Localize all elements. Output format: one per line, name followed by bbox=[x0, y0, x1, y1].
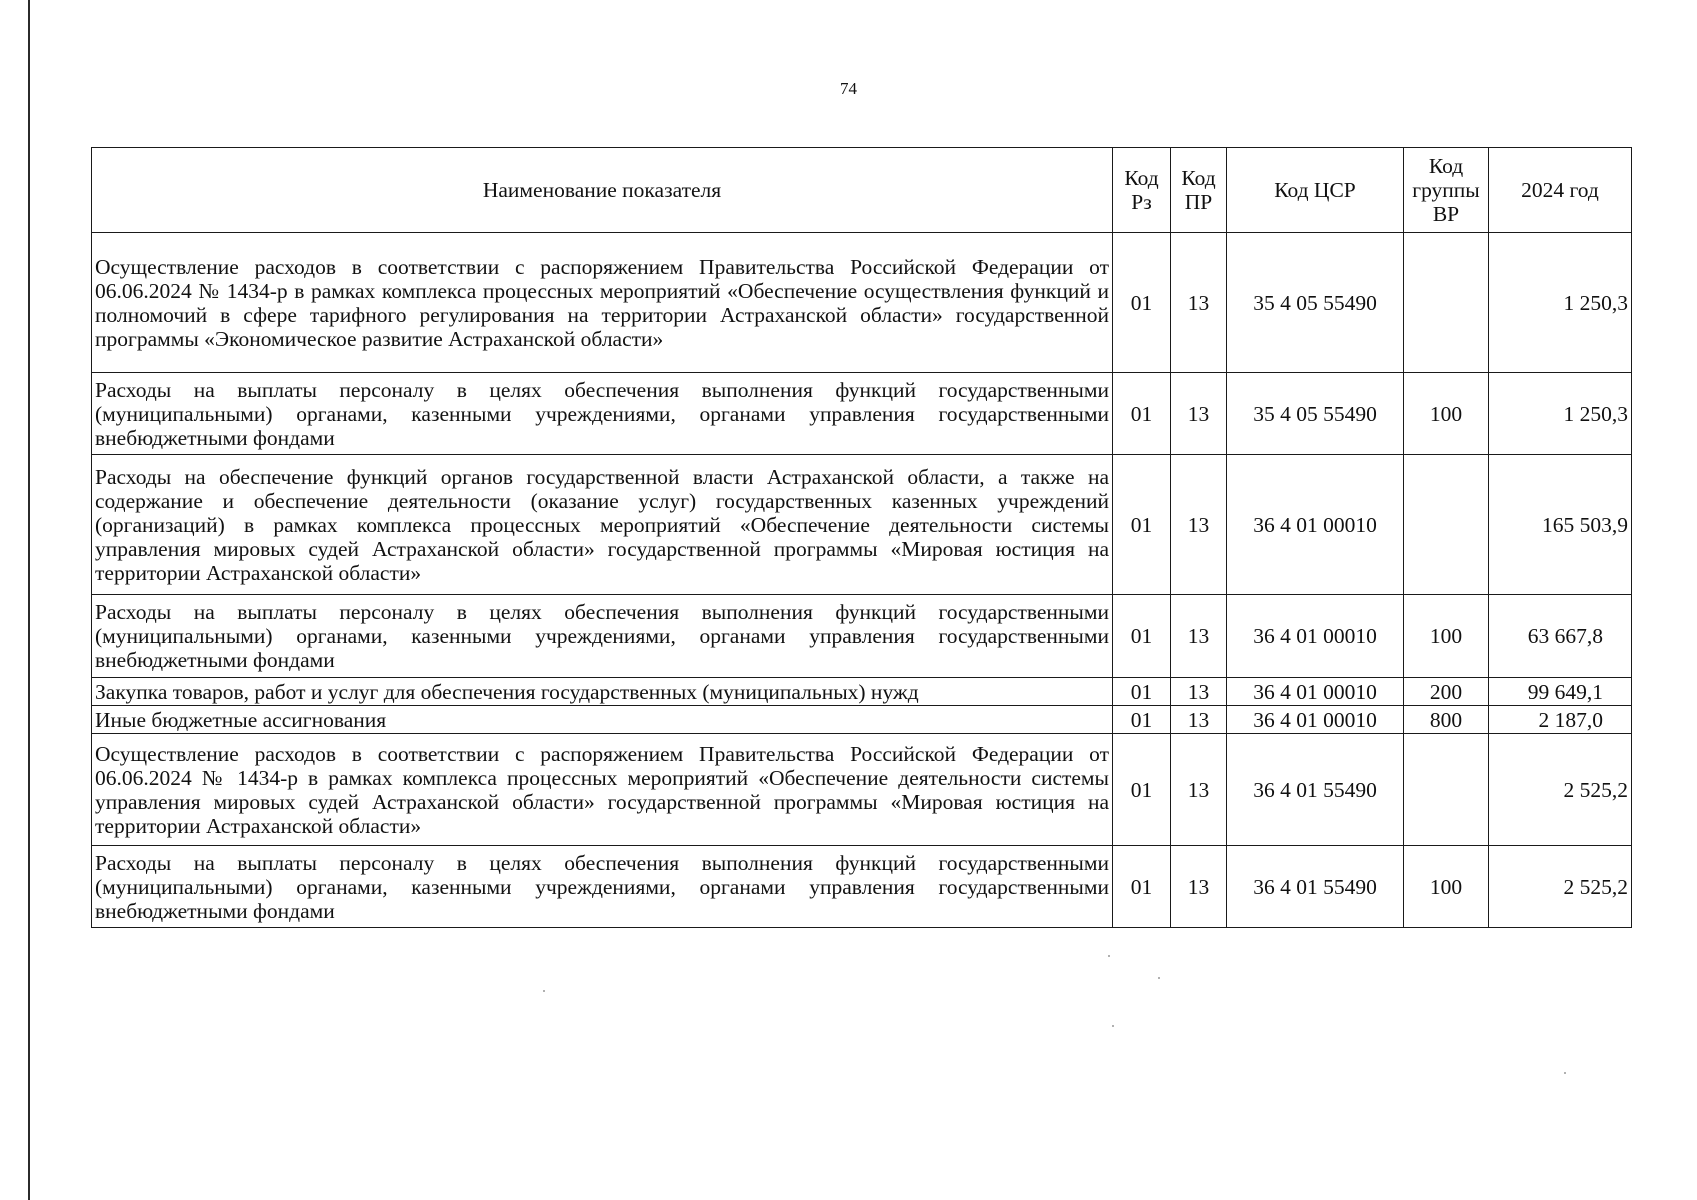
row-code-pr: 13 bbox=[1171, 373, 1227, 455]
row-code-rz: 01 bbox=[1113, 233, 1171, 373]
row-code-csr: 36 4 01 55490 bbox=[1227, 846, 1404, 928]
row-name: Осуществление расходов в соответствии с распоряжением Правительства Российской Федерации от 06.06.2024 № 1434-р в рамках комплекса процессных мероприятий «Обеспечение осуществления функций и полномочий в сфере тарифного регулирования на территории Астраханской области» государственной программы «Экономическое развитие Астраханской области» bbox=[92, 233, 1113, 373]
row-code-csr: 36 4 01 55490 bbox=[1227, 734, 1404, 846]
header-code-vr: Код группы ВР bbox=[1404, 148, 1489, 233]
table-row bbox=[92, 233, 1632, 373]
table-row bbox=[92, 706, 1632, 734]
row-amount: 63 667,8 bbox=[1489, 595, 1632, 678]
row-code-rz: 01 bbox=[1113, 595, 1171, 678]
row-code-vr: 800 bbox=[1404, 706, 1489, 734]
table-row bbox=[92, 846, 1632, 928]
row-code-pr: 13 bbox=[1171, 706, 1227, 734]
scan-speck bbox=[1108, 955, 1110, 957]
row-name: Иные бюджетные ассигнования bbox=[92, 706, 1113, 734]
table-header-row bbox=[92, 148, 1632, 233]
binding-edge-line bbox=[28, 0, 30, 1200]
row-name: Расходы на выплаты персоналу в целях обеспечения выполнения функций государственными (муниципальными) органами, казенными учреждениями, органами управления государственными внебюджетными фондами bbox=[92, 595, 1113, 678]
row-code-rz: 01 bbox=[1113, 846, 1171, 928]
header-name: Наименование показателя bbox=[92, 148, 1113, 233]
table-row bbox=[92, 455, 1632, 595]
row-code-csr: 36 4 01 00010 bbox=[1227, 678, 1404, 706]
row-code-csr: 36 4 01 00010 bbox=[1227, 706, 1404, 734]
row-code-csr: 35 4 05 55490 bbox=[1227, 233, 1404, 373]
header-year-2024: 2024 год bbox=[1489, 148, 1632, 233]
page-number: 74 bbox=[840, 79, 857, 98]
row-name: Закупка товаров, работ и услуг для обеспечения государственных (муниципальных) нужд bbox=[92, 678, 1113, 706]
row-code-rz: 01 bbox=[1113, 678, 1171, 706]
row-code-pr: 13 bbox=[1171, 734, 1227, 846]
row-amount: 99 649,1 bbox=[1489, 678, 1632, 706]
row-amount: 1 250,3 bbox=[1489, 233, 1632, 373]
table-row bbox=[92, 734, 1632, 846]
row-code-rz: 01 bbox=[1113, 734, 1171, 846]
scan-speck bbox=[543, 990, 545, 992]
row-code-csr: 36 4 01 00010 bbox=[1227, 455, 1404, 595]
header-code-rz: Код Рз bbox=[1113, 148, 1171, 233]
row-name: Расходы на обеспечение функций органов государственной власти Астраханской области, а также на содержание и обеспечение деятельности (оказание услуг) государственных казенных учреждений (организаций) в рамках комплекса процессных мероприятий «Обеспечение деятельности системы управления мировых судей Астраханской области» государственной программы «Мировая юстиция на территории Астраханской области» bbox=[92, 455, 1113, 595]
row-code-csr: 35 4 05 55490 bbox=[1227, 373, 1404, 455]
budget-table bbox=[91, 147, 1632, 928]
row-code-vr bbox=[1404, 734, 1489, 846]
scan-speck bbox=[1112, 1025, 1114, 1027]
row-code-pr: 13 bbox=[1171, 846, 1227, 928]
row-code-vr bbox=[1404, 233, 1489, 373]
table-row bbox=[92, 595, 1632, 678]
row-code-vr: 100 bbox=[1404, 595, 1489, 678]
row-amount: 1 250,3 bbox=[1489, 373, 1632, 455]
row-code-vr: 100 bbox=[1404, 373, 1489, 455]
row-code-pr: 13 bbox=[1171, 455, 1227, 595]
row-code-pr: 13 bbox=[1171, 595, 1227, 678]
row-amount: 165 503,9 bbox=[1489, 455, 1632, 595]
row-code-rz: 01 bbox=[1113, 706, 1171, 734]
row-code-rz: 01 bbox=[1113, 373, 1171, 455]
row-code-pr: 13 bbox=[1171, 678, 1227, 706]
scan-speck bbox=[1158, 977, 1160, 979]
row-code-vr: 100 bbox=[1404, 846, 1489, 928]
row-amount: 2 187,0 bbox=[1489, 706, 1632, 734]
scan-speck bbox=[1564, 1072, 1566, 1074]
row-name: Расходы на выплаты персоналу в целях обеспечения выполнения функций государственными (муниципальными) органами, казенными учреждениями, органами управления государственными внебюджетными фондами bbox=[92, 373, 1113, 455]
row-code-vr: 200 bbox=[1404, 678, 1489, 706]
row-amount: 2 525,2 bbox=[1489, 846, 1632, 928]
table-row bbox=[92, 678, 1632, 706]
header-code-csr: Код ЦСР bbox=[1227, 148, 1404, 233]
header-code-pr: Код ПР bbox=[1171, 148, 1227, 233]
row-code-pr: 13 bbox=[1171, 233, 1227, 373]
row-code-csr: 36 4 01 00010 bbox=[1227, 595, 1404, 678]
row-code-vr bbox=[1404, 455, 1489, 595]
table-row bbox=[92, 373, 1632, 455]
row-name: Осуществление расходов в соответствии с распоряжением Правительства Российской Федерации от 06.06.2024 № 1434-р в рамках комплекса процессных мероприятий «Обеспечение деятельности системы управления мировых судей Астраханской области» государственной программы «Мировая юстиция на территории Астраханской области» bbox=[92, 734, 1113, 846]
row-amount: 2 525,2 bbox=[1489, 734, 1632, 846]
row-code-rz: 01 bbox=[1113, 455, 1171, 595]
row-name: Расходы на выплаты персоналу в целях обеспечения выполнения функций государственными (муниципальными) органами, казенными учреждениями, органами управления государственными внебюджетными фондами bbox=[92, 846, 1113, 928]
